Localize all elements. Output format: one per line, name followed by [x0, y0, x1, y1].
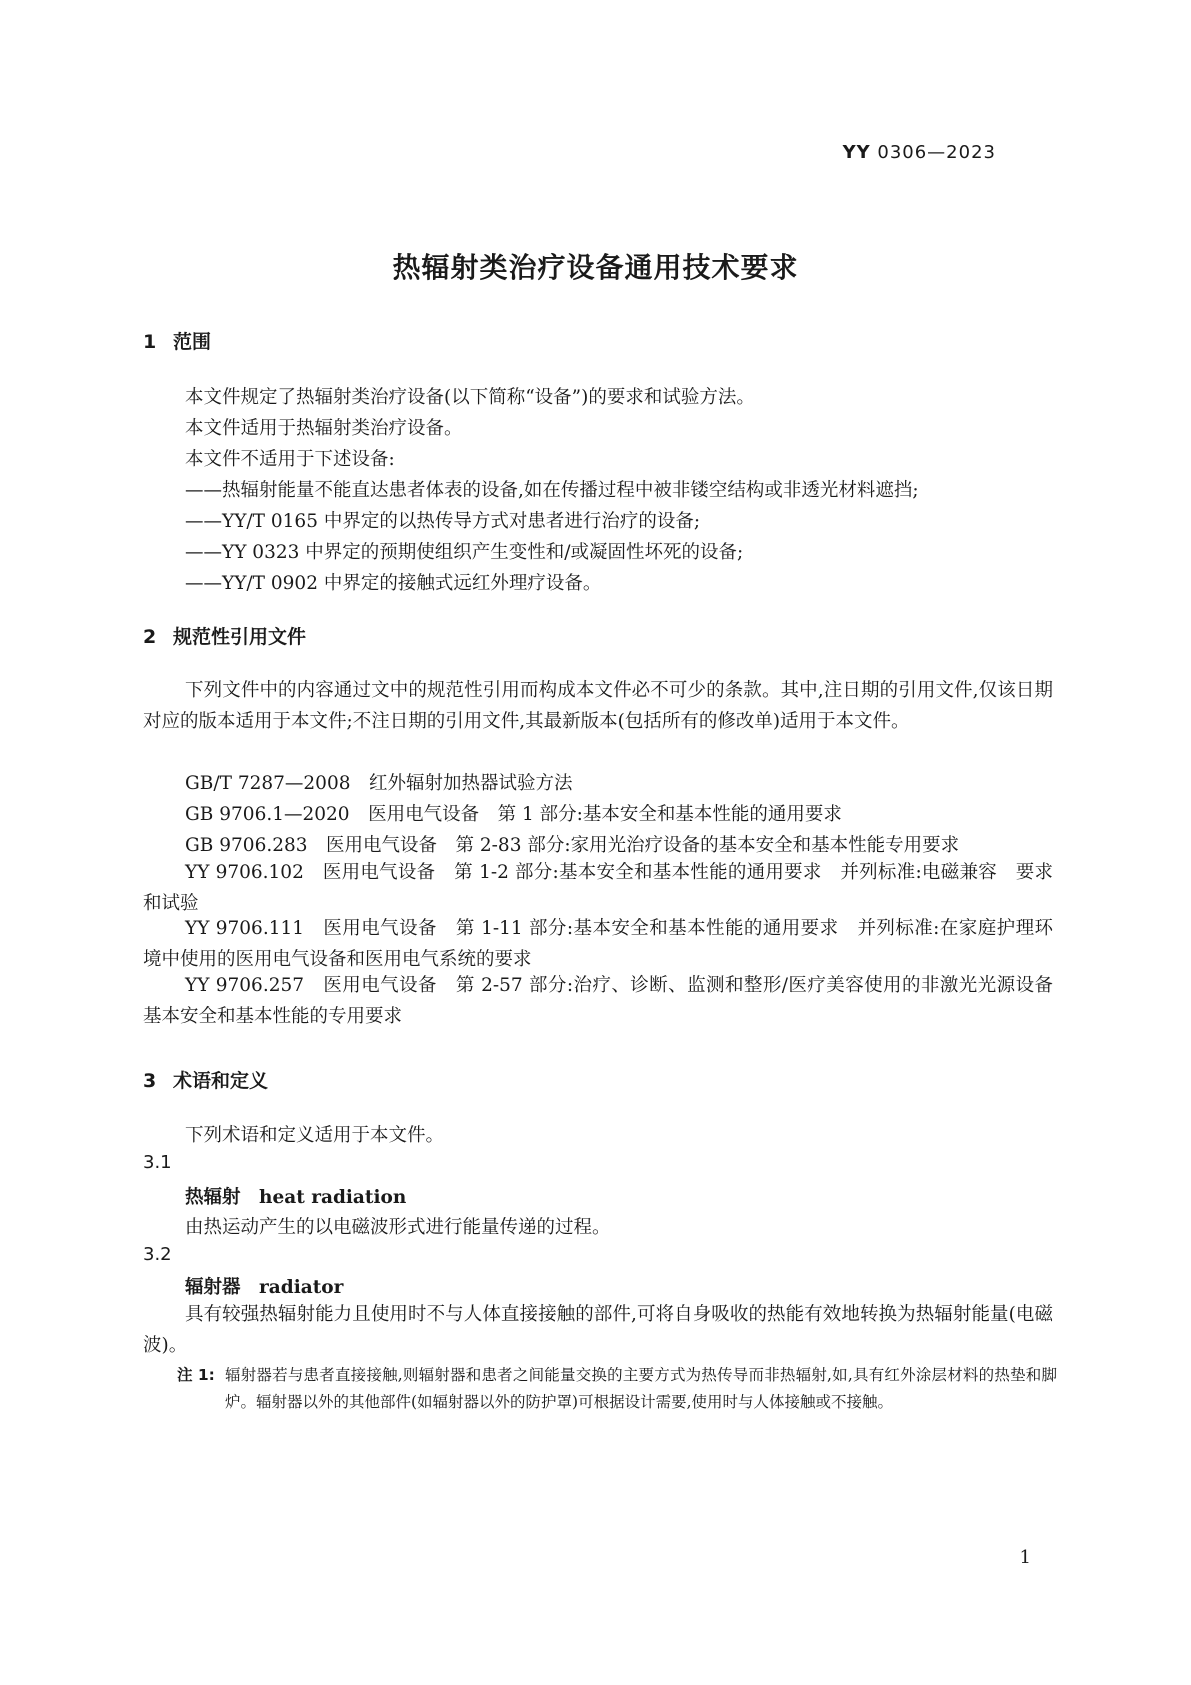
section-3-title: 术语和定义 [173, 1070, 269, 1092]
reference-item-5: YY 9706.111 医用电气设备 第 1-11 部分:基本安全和基本性能的通用要求 并列标准:在家庭护理环境中使用的医用电气设备和医用电气系统的要求 [143, 918, 1053, 970]
reference-item-3: GB 9706.283 医用电气设备 第 2-83 部分:家用光治疗设备的基本安全和基本性能专用要求 [185, 835, 960, 856]
section-1-heading [143, 327, 211, 354]
terms-intro: 下列术语和定义适用于本文件。 [185, 1125, 445, 1146]
scope-exclusion-1: ——热辐射能量不能直达患者体表的设备,如在传播过程中被非镂空结构或非透光材料遮挡; [185, 480, 919, 501]
scope-exclusion-2: ——YY/T 0165 中界定的以热传导方式对患者进行治疗的设备; [185, 511, 701, 532]
scope-paragraph-2: 本文件适用于热辐射类治疗设备。 [185, 418, 463, 439]
section-2-heading [143, 622, 306, 649]
scope-paragraph-1: 本文件规定了热辐射类治疗设备(以下简称“设备”)的要求和试验方法。 [185, 387, 755, 408]
standard-code [843, 142, 996, 163]
section-2-number: 2 [143, 626, 157, 648]
reference-item-2: GB 9706.1—2020 医用电气设备 第 1 部分:基本安全和基本性能的通用要求 [185, 804, 842, 825]
term-2-english: radiator [259, 1277, 344, 1298]
term-2-number: 3.2 [143, 1244, 172, 1265]
standard-code-number: 0306—2023 [877, 142, 996, 163]
section-3-heading [143, 1066, 268, 1093]
note-label: 注 1: [177, 1366, 215, 1384]
reference-item-6: YY 9706.257 医用电气设备 第 2-57 部分:治疗、诊断、监测和整形/医疗美容使用的非激光光源设备基本安全和基本性能的专用要求 [143, 975, 1053, 1027]
term-2-heading [185, 1273, 343, 1299]
term-2-definition: 具有较强热辐射能力且使用时不与人体直接接触的部件,可将自身吸收的热能有效地转换为热辐射能量(电磁波)。 [143, 1304, 1053, 1356]
term-2-note [177, 1362, 1057, 1416]
scope-exclusion-4: ——YY/T 0902 中界定的接触式远红外理疗设备。 [185, 573, 602, 594]
scope-exclusion-3: ——YY 0323 中界定的预期使组织产生变性和/或凝固性坏死的设备; [185, 542, 744, 563]
section-2-title: 规范性引用文件 [173, 626, 307, 648]
page-number: 1 [1019, 1547, 1031, 1568]
scope-paragraph-3: 本文件不适用于下述设备: [185, 449, 395, 470]
term-1-english: heat radiation [259, 1187, 407, 1208]
standard-code-prefix: YY [842, 142, 871, 163]
term-1-definition: 由热运动产生的以电磁波形式进行能量传递的过程。 [185, 1217, 611, 1238]
reference-item-1: GB/T 7287—2008 红外辐射加热器试验方法 [185, 773, 573, 794]
section-1-title: 范围 [173, 331, 212, 353]
term-2-chinese: 辐射器 [185, 1277, 241, 1298]
section-1-number: 1 [143, 331, 157, 353]
term-1-number: 3.1 [143, 1152, 172, 1173]
term-1-chinese: 热辐射 [185, 1187, 241, 1208]
section-3-number: 3 [143, 1070, 157, 1092]
note-text: 辐射器若与患者直接接触,则辐射器和患者之间能量交换的主要方式为热传导而非热辐射,如,具有红外涂层材料的热垫和脚炉。辐射器以外的其他部件(如辐射器以外的防护罩)可根据设计需要,使用时与人体接触或不接触。 [225, 1366, 1057, 1411]
normative-references-intro: 下列文件中的内容通过文中的规范性引用而构成本文件必不可少的条款。其中,注日期的引用文件,仅该日期对应的版本适用于本文件;不注日期的引用文件,其最新版本(包括所有的修改单)适用于本文件。 [143, 680, 1053, 732]
reference-item-4: YY 9706.102 医用电气设备 第 1-2 部分:基本安全和基本性能的通用要求 并列标准:电磁兼容 要求和试验 [143, 862, 1053, 914]
term-1-heading [185, 1183, 406, 1209]
document-title: 热辐射类治疗设备通用技术要求 [392, 251, 799, 284]
